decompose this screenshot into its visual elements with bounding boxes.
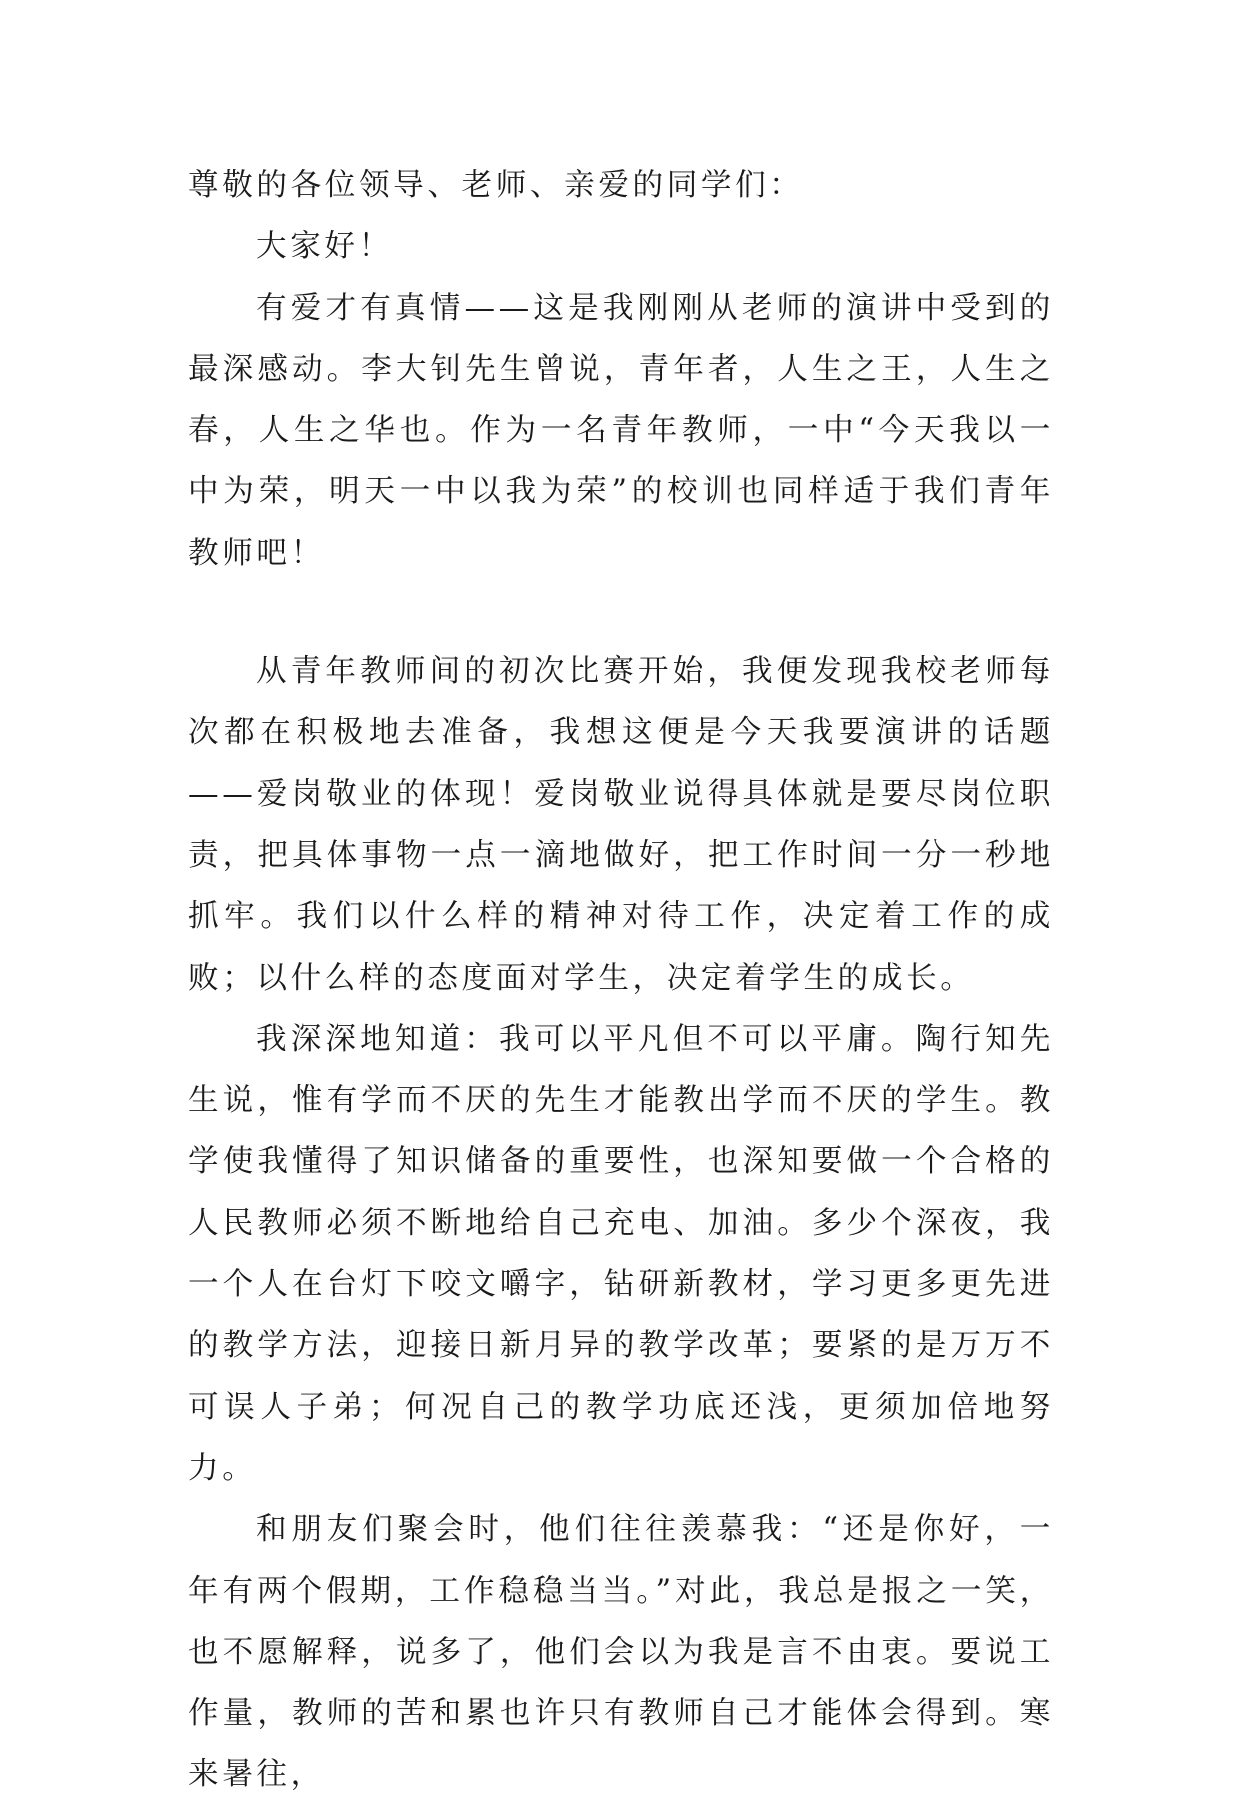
speech-body bbox=[188, 155, 1054, 1806]
paragraph-intro: 有爱才有真情——这是我刚刚从老师的演讲中受到的最深感动。李大钊先生曾说，青年者，人生之王，人生之春，人生之华也。作为一名青年教师，一中“今天我以一中为荣，明天一中以我为荣”的校训也同样适于我们青年教师吧！ bbox=[188, 290, 1054, 571]
paragraph-friends: 和朋友们聚会时，他们往往羡慕我：“还是你好，一年有两个假期，工作稳稳当当。”对此，我总是报之一笑，也不愿解释，说多了，他们会以为我是言不由衷。要说工作量，教师的苦和累也许只有教师自己才能体会得到。寒来暑往， bbox=[188, 1512, 1054, 1793]
paragraph-dedication: 从青年教师间的初次比赛开始，我便发现我校老师每次都在积极地去准备，我想这便是今天我要演讲的话题——爱岗敬业的体现！爱岗敬业说得具体就是要尽岗位职责，把具体事物一点一滴地做好，把工作时间一分一秒地抓牢。我们以什么样的精神对待工作，决定着工作的成败；以什么样的态度面对学生，决定着学生的成长。 bbox=[188, 654, 1054, 996]
greeting: 大家好！ bbox=[256, 229, 393, 265]
salutation: 尊敬的各位领导、老师、亲爱的同学们： bbox=[188, 168, 804, 203]
paragraph-learning: 我深深地知道：我可以平凡但不可以平庸。陶行知先生说，惟有学而不厌的先生才能教出学而不厌的学生。教学使我懂得了知识储备的重要性，也深知要做一个合格的人民教师必须不断地给自己充电、加油。多少个深夜，我一个人在台灯下咬文嚼字，钻研新教材，学习更多更先进的教学方法，迎接日新月异的教学改革；要紧的是万万不可误人子弟；何况自己的教学功底还浅，更须加倍地努力。 bbox=[188, 1021, 1054, 1486]
